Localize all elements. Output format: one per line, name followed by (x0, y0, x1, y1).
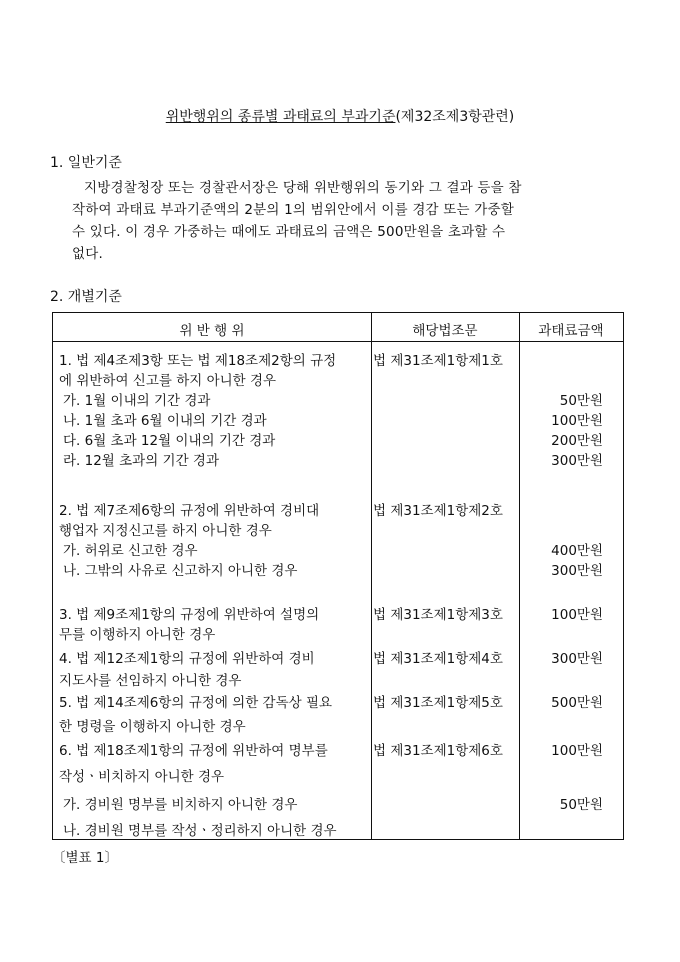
table-row-text: 나. 그밖의 사유로 신고하지 아니한 경우 (63, 563, 298, 579)
table-row-amount: 300만원 (551, 651, 603, 667)
table-row-text: 6. 법 제18조제1항의 규정에 위반하여 명부를 (59, 743, 328, 759)
table-row-amount: 400만원 (551, 543, 603, 559)
table-row-amount: 100만원 (551, 743, 603, 759)
table-row-law: 법 제31조제1항제6호 (373, 743, 503, 759)
header-violation: 위 반 행 위 (179, 323, 245, 339)
table-row-text: 가. 허위로 신고한 경우 (63, 543, 198, 559)
table-row-law: 법 제31조제1항제4호 (373, 651, 503, 667)
table-row-text: 무를 이행하지 아니한 경우 (59, 627, 216, 643)
section2-heading: 2. 개별기준 (50, 289, 122, 305)
title-main: 위반행위의 종류별 과태료의 부과기준 (165, 109, 396, 125)
table-row-law: 법 제31조제1항제5호 (373, 695, 503, 711)
table-row-text: 가. 경비원 명부를 비치하지 아니한 경우 (63, 797, 298, 813)
table-row-law: 법 제31조제1항제2호 (373, 503, 503, 519)
table-row-amount: 300만원 (551, 453, 603, 469)
table-row-amount: 100만원 (551, 607, 603, 623)
table-row-amount: 300만원 (551, 563, 603, 579)
table-row-amount: 50만원 (559, 393, 603, 409)
table-row-amount: 50만원 (559, 797, 603, 813)
section1-line-4: 없다. (72, 246, 103, 262)
table-row-text: 다. 6월 초과 12월 이내의 기간 경과 (63, 433, 276, 449)
table-row-text: 에 위반하여 신고를 하지 아니한 경우 (59, 373, 277, 389)
table-row-text: 3. 법 제9조제1항의 규정에 위반하여 설명의 (59, 607, 320, 623)
table-row-text: 나. 1월 초과 6월 이내의 기간 경과 (63, 413, 267, 429)
table-row-text: 한 명령을 이행하지 아니한 경우 (59, 719, 246, 735)
table-row-text: 4. 법 제12조제1항의 규정에 위반하여 경비 (59, 651, 315, 667)
header-divider (53, 341, 623, 342)
header-law-article: 해당법조문 (412, 323, 478, 339)
section1-line-3: 수 있다. 이 경우 가중하는 때에도 과태료의 금액은 500만원을 초과할 수 (72, 224, 506, 240)
header-fine-amount: 과태료금액 (538, 323, 604, 339)
section1-line-1: 지방경찰청장 또는 경찰관서장은 당해 위반행위의 동기와 그 결과 등을 참 (84, 180, 522, 196)
section1-heading: 1. 일반기준 (50, 155, 122, 171)
table-row-text: 지도사를 선임하지 아니한 경우 (59, 673, 242, 689)
document-title (0, 106, 680, 126)
table-row-law: 법 제31조제1항제1호 (373, 353, 503, 369)
table-row-text: 라. 12월 초과의 기간 경과 (63, 453, 220, 469)
table-row-amount: 100만원 (551, 413, 603, 429)
penalty-table (52, 312, 624, 840)
column-divider (519, 313, 520, 839)
column-divider (371, 313, 372, 839)
table-row-text: 가. 1월 이내의 기간 경과 (63, 393, 211, 409)
table-row-text: 1. 법 제4조제3항 또는 법 제18조제2항의 규정 (59, 353, 337, 369)
table-row-text: 나. 경비원 명부를 작성ㆍ정리하지 아니한 경우 (63, 823, 337, 839)
table-row-text: 2. 법 제7조제6항의 규정에 위반하여 경비대 (59, 503, 320, 519)
table-row-amount: 200만원 (551, 433, 603, 449)
table-row-text: 5. 법 제14조제6항의 규정에 의한 감독상 필요 (59, 695, 333, 711)
table-row-text: 행업자 지정신고를 하지 아니한 경우 (59, 523, 272, 539)
table-row-amount: 500만원 (551, 695, 603, 711)
table-row-law: 법 제31조제1항제3호 (373, 607, 503, 623)
section1-line-2: 작하여 과태료 부과기준액의 2분의 1의 범위안에서 이를 경감 또는 가중할 (72, 202, 514, 218)
table-row-text: 작성ㆍ비치하지 아니한 경우 (59, 769, 225, 785)
appendix-label: 〔별표 1〕 (52, 850, 118, 866)
title-suffix: (제32조제3항관련) (395, 109, 515, 125)
